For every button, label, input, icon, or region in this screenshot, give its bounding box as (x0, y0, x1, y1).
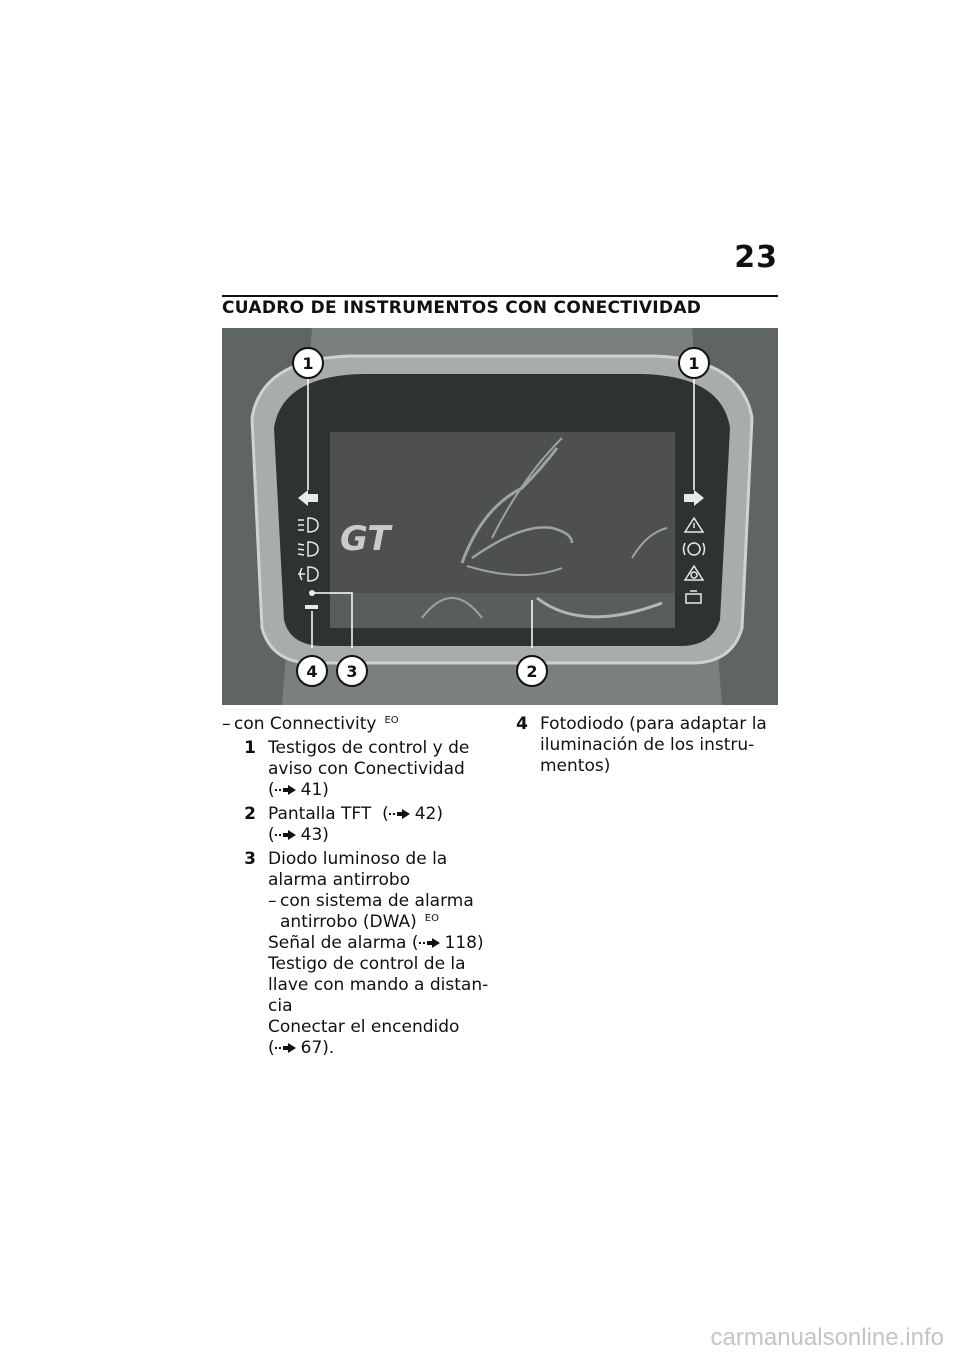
page-arrow-icon (275, 1042, 297, 1054)
legend-item-2 (222, 804, 492, 846)
page-arrow-icon (389, 808, 411, 820)
item-number: 4 (516, 714, 528, 734)
legend-item-4 (514, 714, 778, 777)
callout-4 (297, 656, 327, 686)
section-title: CUADRO DE INSTRUMENTOS CON CONECTIVIDAD (222, 298, 702, 318)
item-text: Testigos de control y de aviso con Conectividad (268, 738, 470, 779)
svg-text:1: 1 (302, 354, 314, 373)
svg-text:1: 1 (688, 354, 700, 373)
legend-item-3 (222, 849, 492, 1059)
item-text: Diodo luminoso de la alarma antirrobo (268, 849, 448, 890)
page-arrow-icon (275, 784, 297, 796)
photodiode (305, 605, 318, 609)
item-text: Pantalla TFT (268, 804, 372, 824)
item-number: 1 (244, 738, 256, 758)
sub-condition-dwa: – con sistema de alarma antirrobo (DWA) $^{EO}$ (268, 891, 474, 932)
legend-right-column (514, 714, 778, 777)
svg-text:3: 3 (346, 662, 358, 681)
legend-item-1 (222, 738, 492, 801)
callout-2 (517, 656, 547, 686)
item-text: Señal de alarma ( 118) (268, 933, 484, 953)
page-number: 23 (734, 240, 778, 275)
svg-text:4: 4 (306, 662, 318, 681)
item-number: 2 (244, 804, 256, 824)
svg-text:2: 2 (526, 662, 538, 681)
page-reference: ( 67). (268, 1038, 335, 1058)
page-reference: ( 41) (268, 780, 329, 800)
page-arrow-icon (275, 829, 297, 841)
item-text: Fotodiodo (para adaptar la iluminación de los instru-mentos) (540, 714, 767, 776)
gt-logo: GT (340, 519, 391, 559)
callout-3 (337, 656, 367, 686)
item-number: 3 (244, 849, 256, 869)
instrument-cluster-figure (222, 328, 778, 705)
item-text: Conectar el encendido (268, 1017, 460, 1037)
watermark: carmanualsonline.info (710, 1324, 944, 1351)
page-reference: ( 43) (268, 825, 329, 845)
condition-connectivity: – con Connectivity $^{EO}$ (222, 714, 399, 734)
page-arrow-icon (419, 937, 441, 949)
callout-1-right (679, 348, 709, 378)
page-reference: ( 42) (376, 804, 443, 824)
legend-left-column (222, 714, 492, 1059)
item-text: Testigo de control de la llave con mando a distan-cia (268, 954, 489, 1016)
header-rule (222, 295, 778, 297)
callout-1-left (293, 348, 323, 378)
